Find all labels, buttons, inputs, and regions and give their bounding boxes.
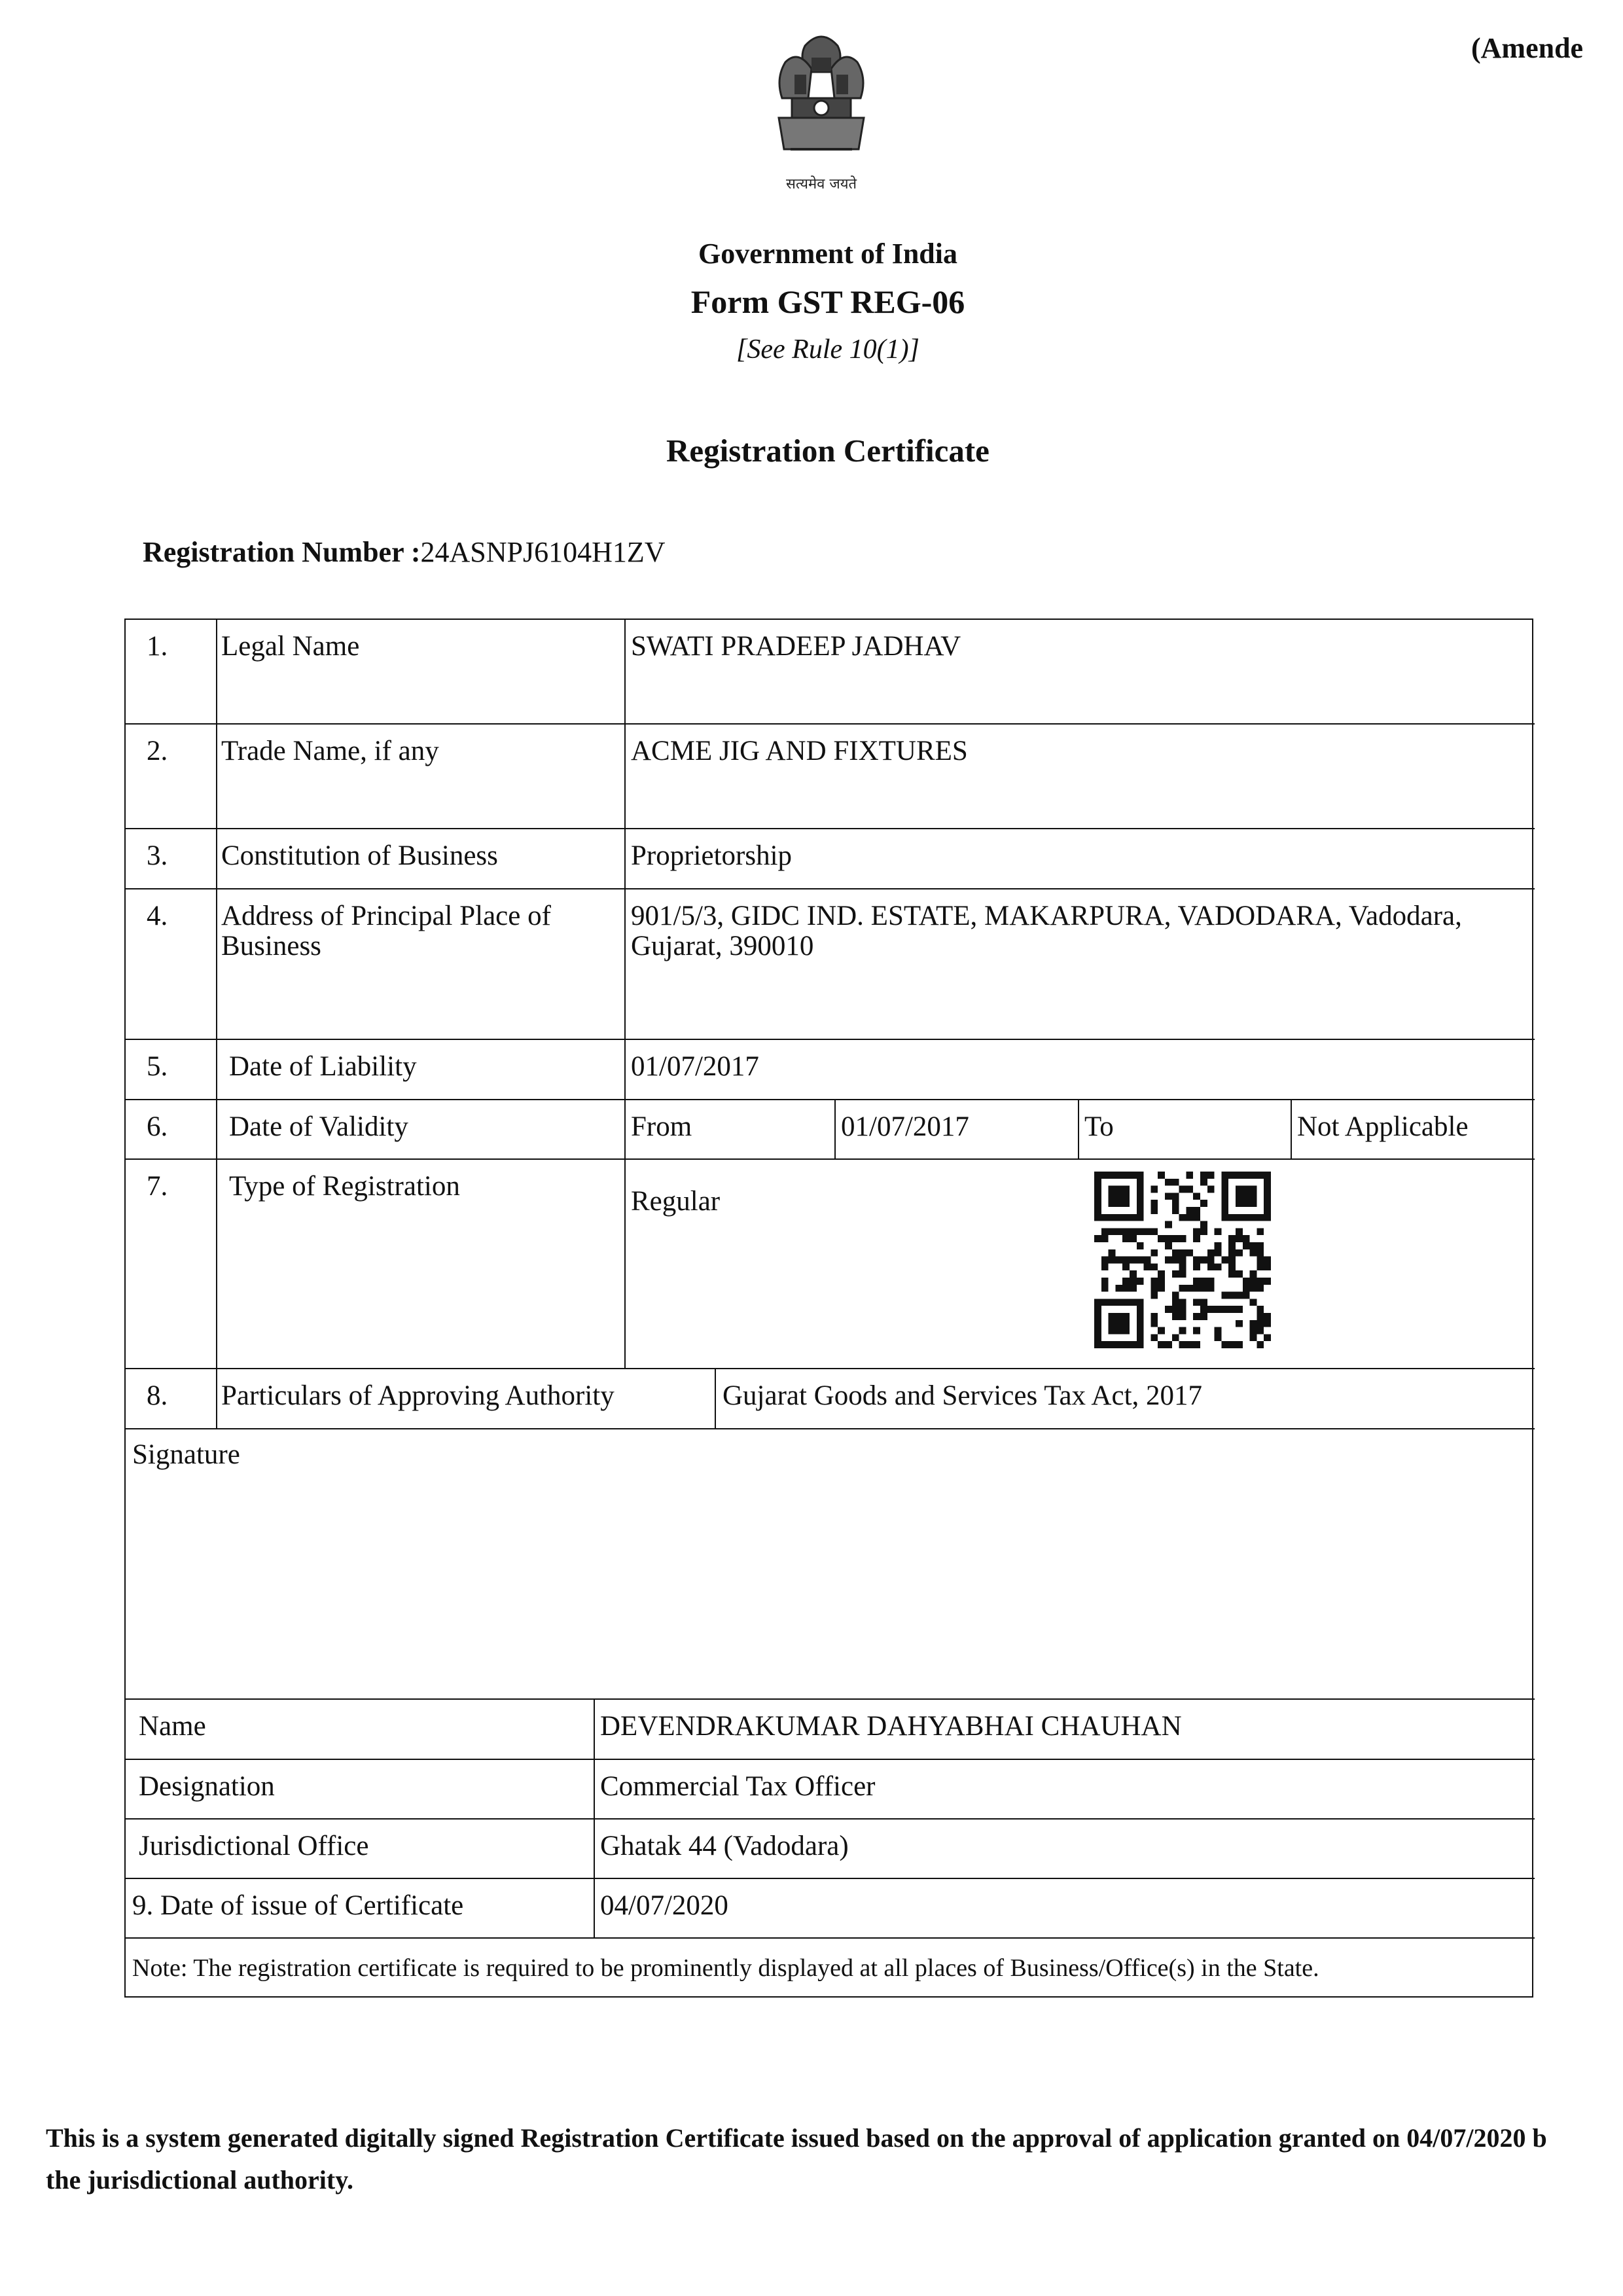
- qr-code-icon: [1094, 1172, 1271, 1348]
- row-3-number: 3.: [147, 840, 168, 871]
- registration-number-line: [143, 535, 666, 569]
- row-2-number: 2.: [147, 736, 168, 766]
- certificate-title: Registration Certificate: [666, 433, 990, 469]
- date-of-issue-label: 9. Date of issue of Certificate: [132, 1890, 464, 1921]
- address-value: 901/5/3, GIDC IND. ESTATE, MAKARPURA, VADODARA, Vadodara, Gujarat, 390010: [631, 901, 1462, 961]
- government-heading: Government of India: [698, 238, 957, 270]
- notice-line-1: This is a system generated digitally signed Registration Certificate issued based on the approval of application granted on 04/07/2020 b: [46, 2123, 1547, 2153]
- validity-to-label: To: [1084, 1111, 1114, 1142]
- designation-value: Commercial Tax Officer: [600, 1771, 876, 1802]
- type-of-registration-value: Regular: [631, 1186, 721, 1217]
- date-of-liability-value: 01/07/2017: [631, 1051, 759, 1082]
- validity-from-label: From: [631, 1111, 692, 1142]
- designation-label: Designation: [139, 1771, 275, 1802]
- row-4-number: 4.: [147, 901, 168, 931]
- trade-name-label: Trade Name, if any: [221, 736, 439, 766]
- system-generated-notice: [46, 2117, 1623, 2201]
- emblem-motto: सत्यमेव जयते: [785, 176, 857, 192]
- validity-to-value: Not Applicable: [1297, 1111, 1469, 1142]
- signature-label: Signature: [132, 1439, 240, 1470]
- row-1-number: 1.: [147, 631, 168, 662]
- jurisdictional-office-value: Ghatak 44 (Vadodara): [600, 1831, 849, 1861]
- approving-authority-label: Particulars of Approving Authority: [221, 1380, 615, 1411]
- jurisdictional-office-label: Jurisdictional Office: [139, 1831, 369, 1861]
- legal-name-value: SWATI PRADEEP JADHAV: [631, 631, 961, 662]
- constitution-label: Constitution of Business: [221, 840, 498, 871]
- officer-name-value: DEVENDRAKUMAR DAHYABHAI CHAUHAN: [600, 1711, 1182, 1742]
- display-note: Note: The registration certificate is required to be prominently displayed at all places of Business/Office(s) in the State.: [132, 1954, 1319, 1982]
- row-6-number: 6.: [147, 1111, 168, 1142]
- approving-authority-value: Gujarat Goods and Services Tax Act, 2017: [722, 1380, 1203, 1411]
- certificate-table: [124, 619, 1533, 1998]
- type-of-registration-label: Type of Registration: [229, 1171, 460, 1202]
- national-emblem-icon: [766, 26, 877, 203]
- row-8-number: 8.: [147, 1380, 168, 1411]
- legal-name-label: Legal Name: [221, 631, 360, 662]
- amended-marker: (Amende: [1471, 32, 1584, 64]
- validity-from-value: 01/07/2017: [841, 1111, 969, 1142]
- date-of-issue-value: 04/07/2020: [600, 1890, 728, 1921]
- rule-reference: [See Rule 10(1)]: [736, 334, 919, 365]
- registration-number-label: Registration Number :: [143, 536, 421, 568]
- trade-name-value: ACME JIG AND FIXTURES: [631, 736, 968, 766]
- notice-line-2: the jurisdictional authority.: [46, 2165, 354, 2195]
- row-5-number: 5.: [147, 1051, 168, 1082]
- date-of-validity-label: Date of Validity: [229, 1111, 408, 1142]
- officer-name-label: Name: [139, 1711, 206, 1742]
- registration-number-value: 24ASNPJ6104H1ZV: [420, 536, 666, 568]
- form-heading: Form GST REG-06: [690, 283, 965, 320]
- row-7-number: 7.: [147, 1171, 168, 1202]
- constitution-value: Proprietorship: [631, 840, 793, 871]
- address-label: Address of Principal Place of Business: [221, 901, 551, 961]
- date-of-liability-label: Date of Liability: [229, 1051, 417, 1082]
